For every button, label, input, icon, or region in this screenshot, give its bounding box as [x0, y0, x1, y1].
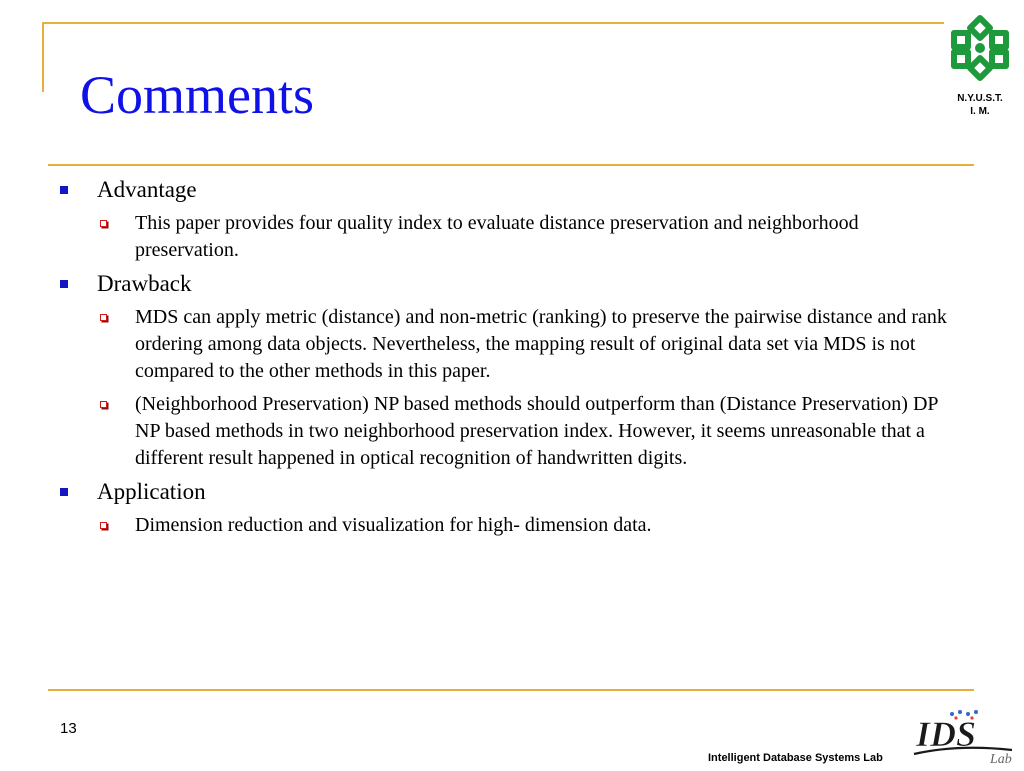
bullet-heading-text: Drawback	[97, 271, 192, 296]
section-application	[58, 478, 958, 539]
sub-bullet-text: This paper provides four quality index to evaluate distance preservation and neighborhood preservation.	[135, 212, 859, 261]
square-bullet-icon	[60, 488, 68, 496]
bullet-heading	[58, 176, 958, 204]
nyust-logo	[942, 12, 1018, 122]
hollow-square-bullet-icon	[100, 522, 107, 529]
bullet-heading	[58, 270, 958, 298]
frame-vertical-line	[42, 22, 44, 92]
ids-logo-text: IDS	[916, 714, 977, 754]
footer-divider	[48, 689, 974, 691]
nyust-logo-text	[942, 92, 1018, 118]
nyust-flower-icon	[944, 12, 1016, 84]
sub-bullet-text: (Neighborhood Preservation) NP based methods should outperform than (Distance Preservation) DP NP based methods in two neighborhood preservation index. However, it seems unreasonable that a different result happened in optical recognition of handwritten digits.	[135, 393, 938, 469]
hollow-square-bullet-icon	[100, 401, 107, 408]
section-drawback	[58, 270, 958, 472]
bullet-heading-text: Advantage	[97, 177, 197, 202]
ids-lab-logo	[908, 706, 1020, 766]
bullet-heading	[58, 478, 958, 506]
sub-bullet-text: Dimension reduction and visualization for high- dimension data.	[135, 514, 652, 536]
nyust-logo-line2: I. M.	[970, 106, 990, 117]
square-bullet-icon	[60, 186, 68, 194]
frame-top-line	[42, 22, 944, 24]
title-divider	[48, 164, 974, 166]
slide-content	[58, 176, 958, 545]
section-advantage	[58, 176, 958, 264]
bullet-heading-text: Application	[97, 479, 206, 504]
footer-lab-name: Intelligent Database Systems Lab	[708, 752, 883, 764]
sub-bullet	[58, 210, 958, 264]
nyust-logo-line1: N.Y.U.S.T.	[957, 93, 1003, 104]
square-bullet-icon	[60, 280, 68, 288]
hollow-square-bullet-icon	[100, 220, 107, 227]
sub-bullet	[58, 391, 958, 472]
page-number: 13	[60, 720, 77, 737]
sub-bullet	[58, 304, 958, 385]
slide-title: Comments	[80, 65, 315, 125]
hollow-square-bullet-icon	[100, 314, 107, 321]
sub-bullet	[58, 512, 958, 539]
ids-logo-icon	[908, 706, 1020, 766]
ids-logo-sub: Lab	[990, 752, 1012, 766]
sub-bullet-text: MDS can apply metric (distance) and non-metric (ranking) to preserve the pairwise distance and rank ordering among data objects. Nevertheless, the mapping result of original data set via MDS is not compared to the other methods in this paper.	[135, 306, 947, 382]
